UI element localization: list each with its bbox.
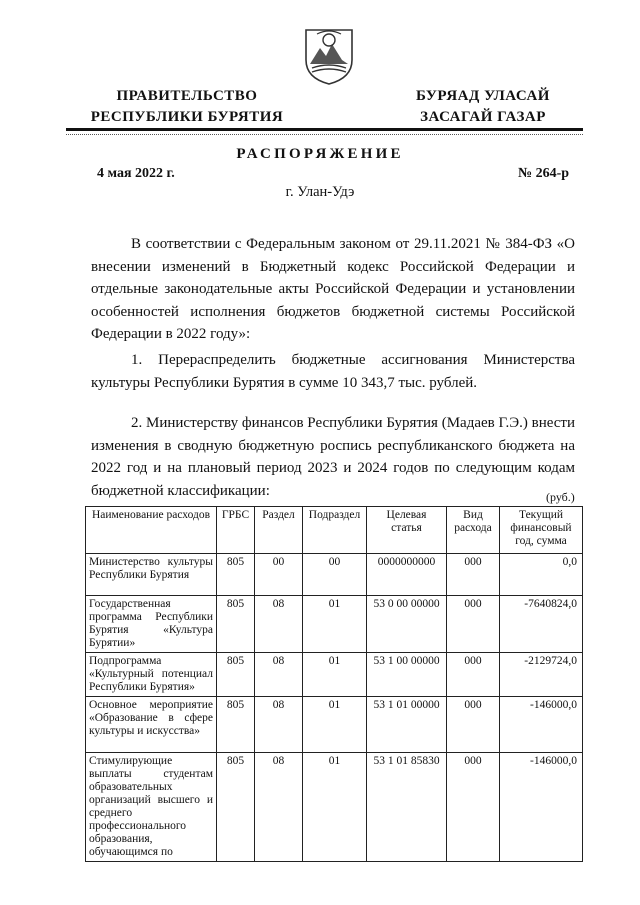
table-row [86, 554, 583, 596]
org-name-buryat-line2: ЗАСАГАЙ ГАЗАР [420, 109, 546, 125]
document-date: 4 мая 2022 г. [97, 166, 175, 181]
cell-grbs: 805 [217, 554, 255, 596]
cell-target: 53 1 00 00000 [367, 653, 447, 697]
col-header-vid: Вид расхода [447, 507, 500, 554]
document-city: г. Улан-Удэ [285, 184, 355, 200]
document-number: № 264-р [518, 166, 570, 181]
cell-name: Основное мероприятие «Образование в сфере культуры и искусства» [86, 697, 217, 753]
cell-razdel: 08 [255, 753, 303, 862]
cell-vid: 000 [447, 554, 500, 596]
cell-target: 53 0 00 00000 [367, 596, 447, 653]
cell-vid: 000 [447, 653, 500, 697]
table-row [86, 596, 583, 653]
table-row [86, 653, 583, 697]
cell-target: 53 1 01 85830 [367, 753, 447, 862]
budget-table [85, 506, 583, 862]
cell-vid: 000 [447, 596, 500, 653]
cell-razdel: 08 [255, 697, 303, 753]
header-rule [66, 128, 583, 131]
org-name-line1: ПРАВИТЕЛЬСТВО [116, 88, 258, 104]
paragraph-item-2 [91, 412, 575, 502]
cell-vid: 000 [447, 753, 500, 862]
org-name-buryat-line1: БУРЯАД УЛАСАЙ [416, 88, 550, 104]
cell-sum: -7640824,0 [500, 596, 583, 653]
col-header-razdel: Раздел [255, 507, 303, 554]
cell-sum: -146000,0 [500, 697, 583, 753]
cell-vid: 000 [447, 697, 500, 753]
paragraph-item-1 [91, 349, 575, 394]
coat-of-arms-emblem [302, 26, 356, 86]
paragraph-preamble-text: В соответствии с Федеральным законом от 29.11.2021 № 384-ФЗ «О внесении изменений в Бюджетный кодекс Российской Федерации и отдельные законодательные акты Российской Федерации и установлении особенностей исполнения бюджетов бюджетной системы Российской Федерации в 2022 году»: [91, 236, 575, 342]
cell-podrazdel: 00 [303, 554, 367, 596]
cell-grbs: 805 [217, 697, 255, 753]
table-row [86, 753, 583, 862]
cell-target: 53 1 01 00000 [367, 697, 447, 753]
cell-razdel: 08 [255, 653, 303, 697]
cell-name: Министерство культуры Республики Бурятия [86, 554, 217, 596]
cell-grbs: 805 [217, 596, 255, 653]
cell-razdel: 08 [255, 596, 303, 653]
cell-sum: -2129724,0 [500, 653, 583, 697]
org-name-russian [78, 86, 296, 128]
cell-podrazdel: 01 [303, 596, 367, 653]
paragraph-item-1-text: 1. Перераспределить бюджетные ассигнования Министерства культуры Республики Бурятия в сумме 10 343,7 тыс. рублей. [91, 352, 575, 391]
org-name-line2: РЕСПУБЛИКИ БУРЯТИЯ [90, 109, 284, 125]
cell-podrazdel: 01 [303, 753, 367, 862]
header-dotted-rule [66, 134, 583, 135]
cell-podrazdel: 01 [303, 697, 367, 753]
cell-grbs: 805 [217, 653, 255, 697]
col-header-target: Целевая статья [367, 507, 447, 554]
table-unit-label: (руб.) [546, 490, 575, 504]
col-header-name: Наименование расходов [86, 507, 217, 554]
cell-name: Государственная программа Республики Бурятия «Культура Бурятии» [86, 596, 217, 653]
cell-name: Подпрограмма «Культурный потенциал Республики Бурятия» [86, 653, 217, 697]
cell-name: Стимулирующие выплаты студентам образовательных организаций высшего и среднего профессионального образования, обучающимся по [86, 753, 217, 862]
cell-podrazdel: 01 [303, 653, 367, 697]
table-header-row [86, 507, 583, 554]
paragraph-preamble [91, 233, 575, 346]
cell-grbs: 805 [217, 753, 255, 862]
col-header-podrazdel: Подраздел [303, 507, 367, 554]
cell-sum: -146000,0 [500, 753, 583, 862]
col-header-grbs: ГРБС [217, 507, 255, 554]
org-name-buryat [408, 86, 558, 128]
paragraph-item-2-text: 2. Министерству финансов Республики Бурятия (Мадаев Г.Э.) внести изменения в сводную бюджетную роспись республиканского бюджета на 2022 год и на плановый период 2023 и 2024 годов по следующим кодам бюджетной классификации: [91, 415, 575, 499]
cell-sum: 0,0 [500, 554, 583, 596]
table-row [86, 697, 583, 753]
cell-razdel: 00 [255, 554, 303, 596]
document-title: РАСПОРЯЖЕНИЕ [236, 146, 404, 162]
cell-target: 0000000000 [367, 554, 447, 596]
col-header-sum: Текущий финансовый год, сумма [500, 507, 583, 554]
